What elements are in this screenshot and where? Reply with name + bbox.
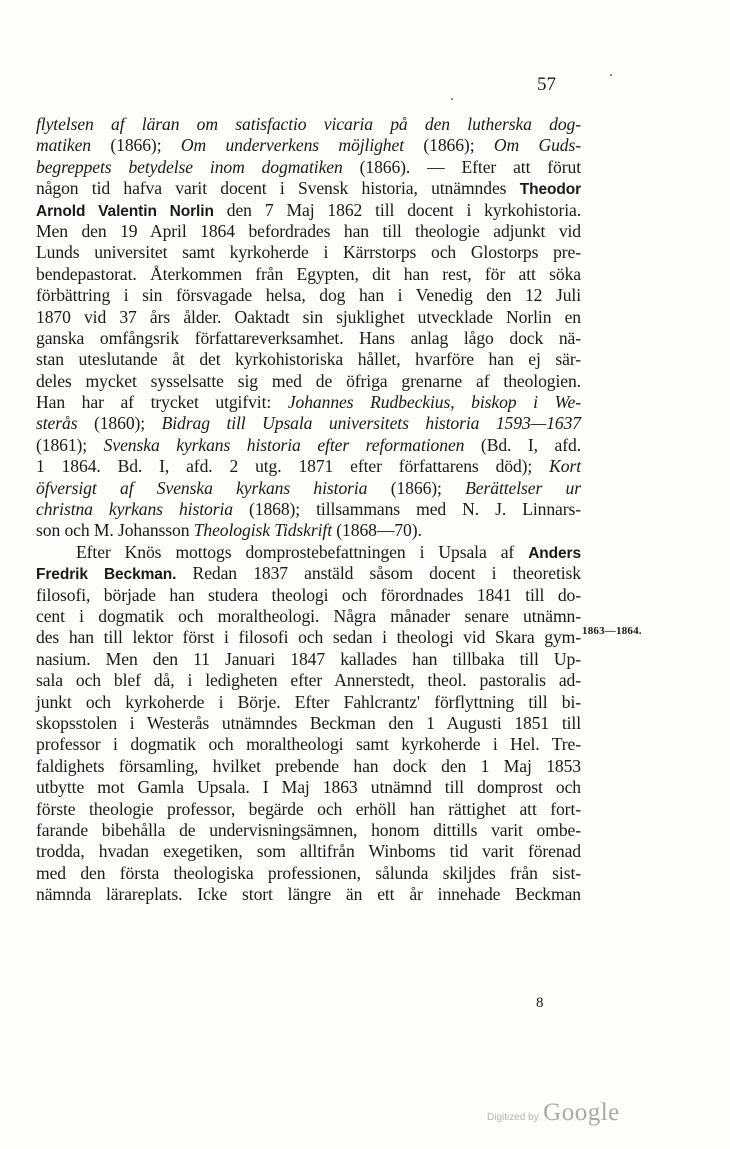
italic-title: matiken [36, 135, 91, 156]
text-line [36, 456, 581, 477]
text-line [36, 520, 581, 541]
text-run: Lunds universitet samt kyrkoherde i Kärrstorps och Glostorps pre- [36, 242, 581, 263]
text-run: cent i dogmatik och moraltheologi. Några månader senare utnämn- [36, 605, 581, 626]
italic-title: flytelsen af läran om satisfactio vicaria på den lutherska dog- [36, 114, 581, 134]
italic-title: öfversigt af Svenska kyrkans historia [36, 477, 368, 498]
text-run: des han till lektor först i filosofi och sedan i theologi vid Skara gym- [36, 627, 581, 648]
text-run: faldighets församling, hvilket prebende han dock den 1 Maj 1853 [36, 755, 581, 776]
text-line [36, 435, 581, 456]
text-line [36, 841, 581, 862]
text-run: (1866); [367, 477, 466, 498]
text-run: filosofi, började han studera theologi och förordnades 1841 till do- [36, 584, 581, 605]
text-line [36, 157, 581, 178]
italic-title: sterås [36, 413, 78, 434]
text-run: nasium. Men den 11 Januari 1847 kallades han tillbaka till Up- [36, 648, 581, 669]
bold-name: Anders [528, 544, 581, 562]
text-line [36, 285, 581, 306]
text-run: nämnda lärareplats. Icke stort längre än ett år innehade Beckman [36, 884, 581, 905]
bold-name: Theodor [519, 181, 581, 199]
italic-title: Bidrag till Upsala universitets historia 1593—1637 [161, 413, 581, 434]
italic-title: Kort [549, 456, 581, 477]
text-line [36, 135, 581, 156]
text-run: med den första theologiska professionen, sålunda skiljdes från sist- [36, 862, 581, 883]
italic-title: Johannes Rudbeckius, biskop i We- [287, 392, 581, 413]
text-run: förste theologie professor, begärde och erhöll han rättighet att fort- [36, 798, 581, 819]
text-line [36, 799, 581, 820]
text-run: stan uteslutande åt det kyrkohistoriska hållet, hvarföre han ej sär- [36, 349, 581, 370]
text-line [36, 692, 581, 713]
text-run: son och M. Johansson [36, 520, 194, 541]
text-run: deles mycket sysselsatte sig med de öfriga grenarne af theologien. [36, 370, 581, 391]
text-run: 1 1864. Bd. I, afd. 2 utg. 1871 efter författarens död); [36, 456, 550, 477]
text-line [36, 777, 581, 798]
text-run: professor i dogmatik och moraltheologi samt kyrkoherde i Hel. Tre- [36, 734, 581, 755]
digitized-by-watermark [487, 1099, 620, 1127]
text-line [36, 328, 581, 349]
digitized-prefix: Digitized by [487, 1112, 539, 1123]
italic-title: Berättelser ur [465, 477, 581, 498]
text-line [36, 264, 581, 285]
text-run: ganska omfångsrik författareverksamhet. Hans anlag lågo dock nä- [36, 327, 581, 348]
text-run: (1868—70). [332, 520, 422, 541]
ink-speck [451, 98, 453, 100]
google-logo: Google [543, 1099, 620, 1126]
italic-title: Om Guds- [493, 135, 581, 156]
text-run: (1868); tillsammans med N. J. Linnars- [232, 499, 581, 520]
text-line [36, 114, 581, 135]
text-run: farande bibehålla de undervisningsämnen, honom dittills varit ombe- [36, 819, 581, 840]
text-run: Efter Knös mottogs domprostebefattningen i Upsala af [76, 541, 529, 562]
text-line [36, 585, 581, 606]
text-line [36, 200, 581, 221]
text-run: (Bd. I, afd. [464, 434, 581, 455]
text-line [36, 756, 581, 777]
page-number: 57 [537, 74, 556, 95]
text-line [36, 371, 581, 392]
signature-mark: 8 [536, 995, 544, 1011]
text-line [36, 349, 581, 370]
ink-speck [610, 74, 612, 76]
text-line [36, 499, 581, 520]
bold-name: Arnold Valentin Norlin [36, 202, 214, 220]
margin-note: 1863—1864. [582, 625, 642, 637]
text-line [36, 413, 581, 434]
text-line [36, 307, 581, 328]
text-line [36, 242, 581, 263]
text-line [36, 392, 581, 413]
text-line [36, 649, 581, 670]
italic-title: Theologisk Tidskrift [193, 520, 332, 541]
text-run: utbytte mot Gamla Upsala. I Maj 1863 utnämnd till domprost och [36, 777, 581, 798]
italic-title: christna kyrkans historia [36, 499, 233, 520]
text-run: Men den 19 April 1864 befordrades han till theologie adjunkt vid [36, 220, 581, 241]
body-text [36, 114, 581, 905]
text-line [36, 820, 581, 841]
text-run: sala och blef då, i ledigheten efter Annerstedt, theol. pastoralis ad- [36, 670, 581, 691]
text-run: (1860); [77, 413, 162, 434]
text-run: den 7 Maj 1862 till docent i kyrkohistoria. [213, 199, 582, 220]
text-line [36, 627, 581, 648]
text-run: Redan 1837 anstäld såsom docent i theoretisk [176, 563, 581, 584]
text-run: 1870 vid 37 års ålder. Oaktadt sin sjuklighet utvecklade Norlin en [36, 306, 581, 327]
text-line [36, 670, 581, 691]
italic-title: Svenska kyrkans historia efter reformationen [103, 434, 465, 455]
italic-title: begreppets betydelse inom dogmatiken [36, 156, 343, 177]
italic-title: Om underverkens möjlighet [180, 135, 404, 156]
text-run: (1866). — Efter att förut [342, 156, 581, 177]
text-run: skopsstolen i Westerås utnämndes Beckman den 1 Augusti 1851 till [36, 712, 581, 733]
bold-name: Fredrik Beckman. [36, 566, 177, 584]
text-line [36, 606, 581, 627]
text-line [36, 542, 581, 563]
text-run: junkt och kyrkoherde i Börje. Efter Fahlcrantz' förflyttning till bi- [36, 691, 581, 712]
text-line [36, 563, 581, 584]
text-run: Han har af trycket utgifvit: [36, 392, 288, 413]
text-run: bendepastorat. Återkommen från Egypten, dit han rest, för att söka [36, 263, 581, 284]
text-line [36, 178, 581, 199]
text-line [36, 863, 581, 884]
text-run: någon tid hafva varit docent i Svensk historia, utnämndes [36, 178, 520, 199]
text-line [36, 884, 581, 905]
text-line [36, 734, 581, 755]
text-line [36, 221, 581, 242]
text-run: (1866); [91, 135, 181, 156]
text-run: (1861); [36, 434, 104, 455]
text-run: (1866); [404, 135, 494, 156]
text-run: förbättring i sin försvagade helsa, dog han i Venedig den 12 Juli [36, 285, 581, 306]
text-line [36, 478, 581, 499]
text-run: trodda, hvadan exegetiken, som alltifrån Winboms tid varit förenad [36, 841, 581, 862]
text-line [36, 713, 581, 734]
